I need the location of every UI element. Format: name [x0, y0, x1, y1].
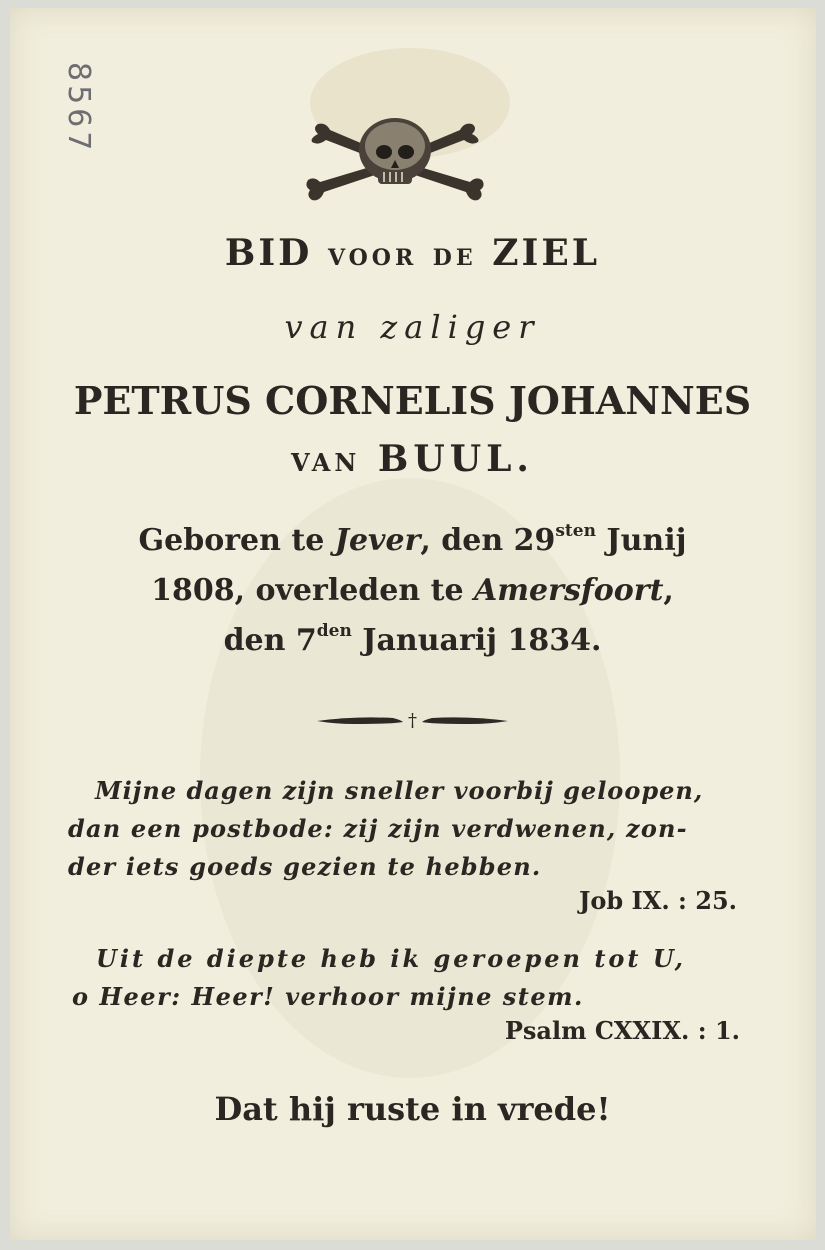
surname: BUUL.	[377, 438, 534, 480]
skull-and-crossbones-icon	[300, 112, 490, 212]
handwritten-catalog-number: 8567	[61, 62, 96, 155]
birth-month: Junij	[595, 523, 687, 558]
birth-text: Geboren te	[138, 523, 335, 558]
heading-word-bid: BID	[224, 232, 313, 274]
psalm-quote-line2: o Heer: Heer! verhoor mijne stem.	[72, 982, 584, 1011]
deceased-name-line2	[0, 438, 825, 480]
heading-word-voor: VOOR	[327, 245, 418, 271]
ordinal-suffix: sten	[555, 521, 596, 541]
birth-place: Jever	[334, 523, 421, 558]
death-month-year: Januarij 1834.	[351, 623, 602, 658]
psalm-quote-line1: Uit de diepte heb ik geroepen tot U,	[96, 944, 686, 973]
job-quote-line1: Mijne dagen zijn sneller voorbij geloopen,	[95, 776, 704, 805]
cross-symbol: †	[408, 710, 417, 731]
death-place: Amersfoort	[474, 573, 664, 608]
ordinal-suffix: den	[316, 621, 352, 641]
heading-word-de: DE	[432, 245, 477, 271]
closing-prayer: Dat hij ruste in vrede!	[214, 1090, 611, 1128]
subheading: van zaliger	[284, 308, 541, 346]
heading	[0, 232, 825, 274]
birth-line-2	[0, 573, 825, 608]
comma: ,	[663, 573, 674, 608]
birth-line-1	[0, 523, 825, 558]
psalm-reference: Psalm CXXIX. : 1.	[504, 1016, 740, 1045]
death-date-line	[0, 623, 825, 658]
birth-year-death-text: 1808, overleden te	[151, 573, 475, 608]
job-reference: Job IX. : 25.	[578, 886, 737, 915]
death-date-text: den 7	[223, 623, 317, 658]
heading-word-ziel: ZIEL	[492, 232, 601, 274]
birth-date-text: , den 29	[420, 523, 556, 558]
cross-divider-ornament	[315, 706, 510, 736]
name-prefix: VAN	[291, 448, 361, 477]
deceased-name-line1: PETRUS CORNELIS JOHANNES	[73, 378, 752, 423]
job-quote-line3: der iets goeds gezien te hebben.	[68, 852, 542, 881]
job-quote-line2: dan een postbode: zij zijn verdwenen, zon-	[68, 814, 688, 843]
